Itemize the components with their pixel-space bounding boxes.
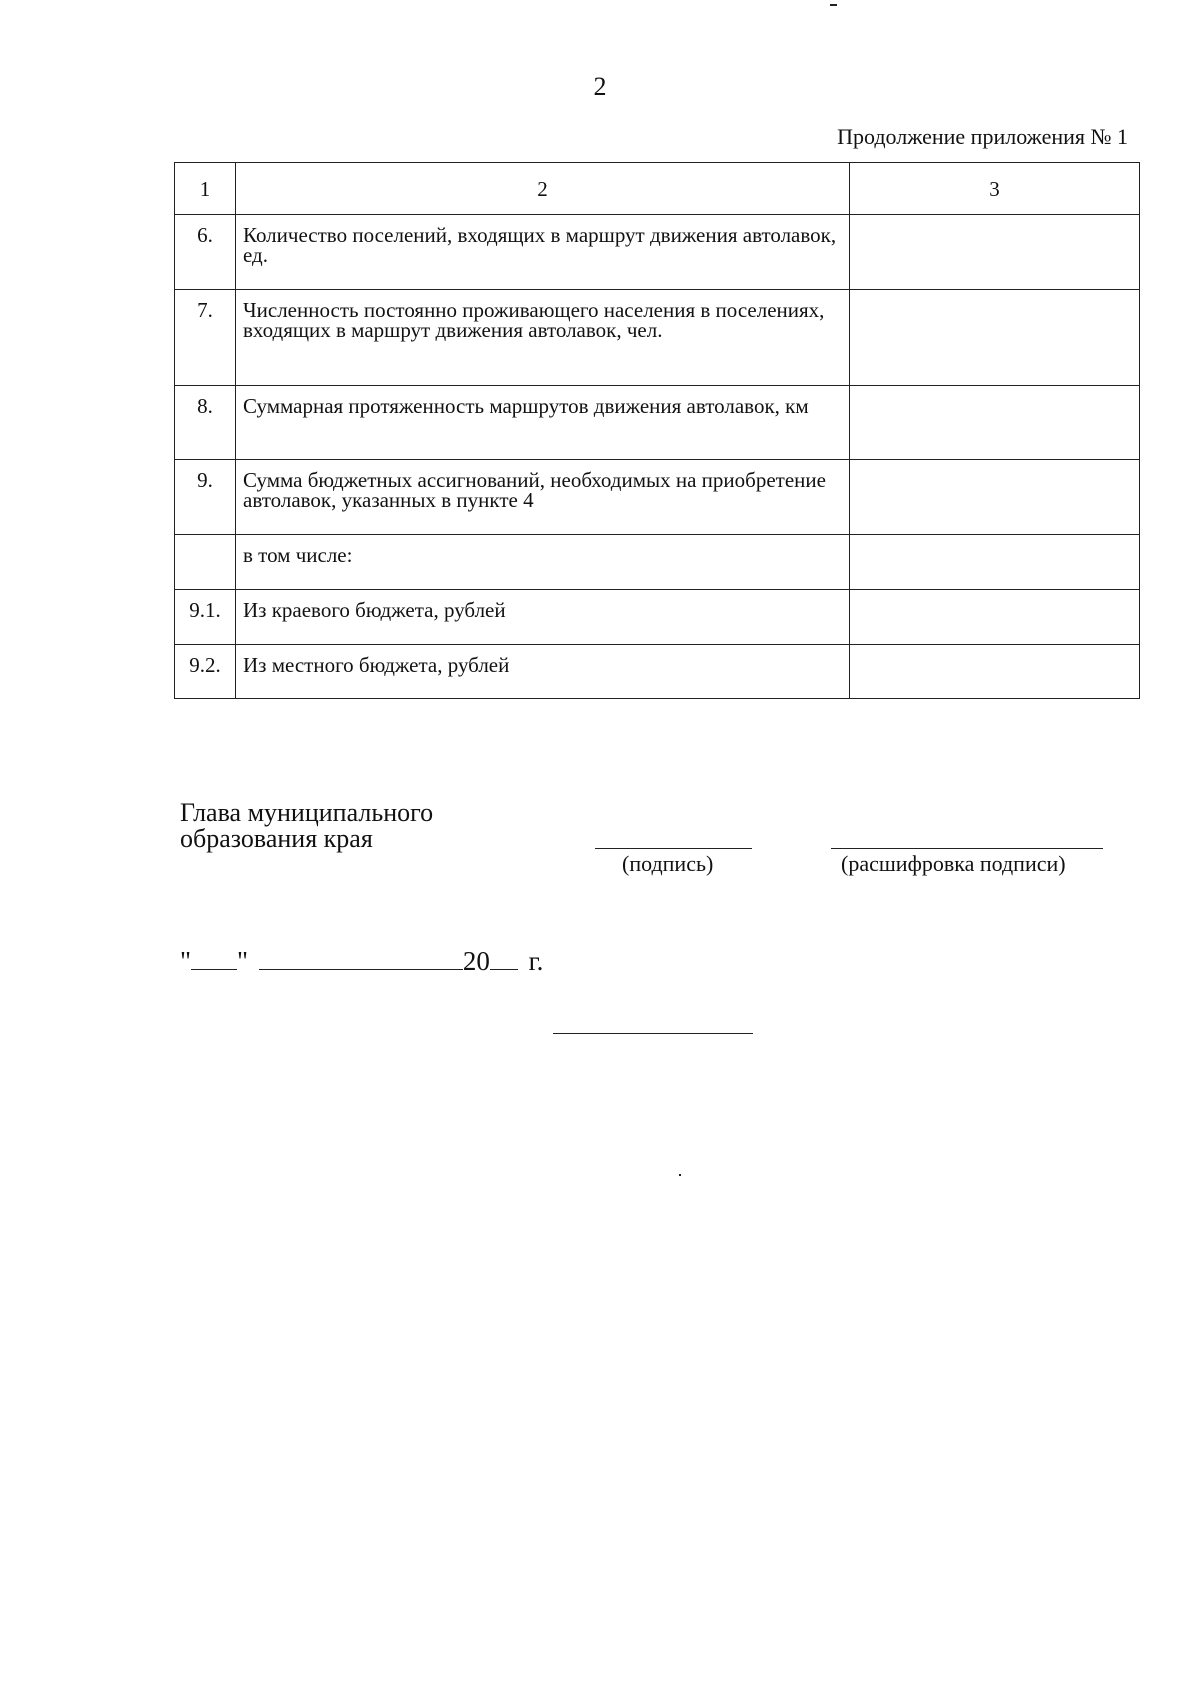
scan-mark-top: [830, 4, 837, 6]
table-row: [175, 386, 1140, 460]
page-number: 2: [593, 72, 607, 101]
header-col-1: 1: [175, 163, 236, 215]
day-blank: [191, 945, 237, 970]
year-blank: [490, 945, 518, 970]
signature-line: [595, 848, 752, 849]
row-text: Сумма бюджетных ассигнований, необходимых на приобретение автолавок, указанных в пункте 4: [236, 460, 850, 535]
row-value: [850, 645, 1140, 699]
signature-caption: (подпись): [622, 851, 714, 876]
row-value: [850, 460, 1140, 535]
row-number: 7.: [175, 290, 236, 386]
signatory-position: [180, 800, 433, 852]
table-row: [175, 290, 1140, 386]
row-text: Из местного бюджета, рублей: [236, 645, 850, 699]
indicators-table: [174, 162, 1140, 699]
row-value: [850, 215, 1140, 290]
year-prefix: 20: [462, 946, 490, 976]
row-text: Количество поселений, входящих в маршрут движения автолавок, ед.: [236, 215, 850, 290]
table-row: [175, 645, 1140, 699]
row-number: 9.1.: [175, 590, 236, 645]
row-value: [850, 290, 1140, 386]
date-open-quote: ": [180, 946, 192, 976]
year-suffix: г.: [528, 946, 544, 976]
scan-mark-middle: [679, 1174, 681, 1176]
row-value: [850, 535, 1140, 590]
row-text: в том числе:: [236, 535, 850, 590]
row-number: 9.: [175, 460, 236, 535]
decoding-caption: (расшифровка подписи): [841, 851, 1066, 876]
row-number: [175, 535, 236, 590]
table-row: [175, 590, 1140, 645]
closing-rule: [553, 1033, 753, 1034]
position-line-1: Глава муниципального: [180, 798, 434, 827]
decoding-line: [831, 848, 1103, 849]
row-text: Суммарная протяженность маршрутов движения автолавок, км: [236, 386, 850, 460]
table-header-row: [175, 163, 1140, 215]
row-number: 9.2.: [175, 645, 236, 699]
row-number: 8.: [175, 386, 236, 460]
header-col-3: 3: [850, 163, 1140, 215]
month-blank: [259, 945, 463, 970]
row-text: Численность постоянно проживающего населения в поселениях, входящих в маршрут движения автолавок, чел.: [236, 290, 850, 386]
row-value: [850, 590, 1140, 645]
position-line-2: образования края: [180, 824, 373, 853]
date-field: [180, 945, 543, 976]
header-col-2: 2: [236, 163, 850, 215]
table-row: [175, 215, 1140, 290]
date-close-quote: ": [237, 946, 249, 976]
table-row: [175, 535, 1140, 590]
table-row: [175, 460, 1140, 535]
row-number: 6.: [175, 215, 236, 290]
row-value: [850, 386, 1140, 460]
appendix-caption: Продолжение приложения № 1: [837, 124, 1128, 149]
row-text: Из краевого бюджета, рублей: [236, 590, 850, 645]
